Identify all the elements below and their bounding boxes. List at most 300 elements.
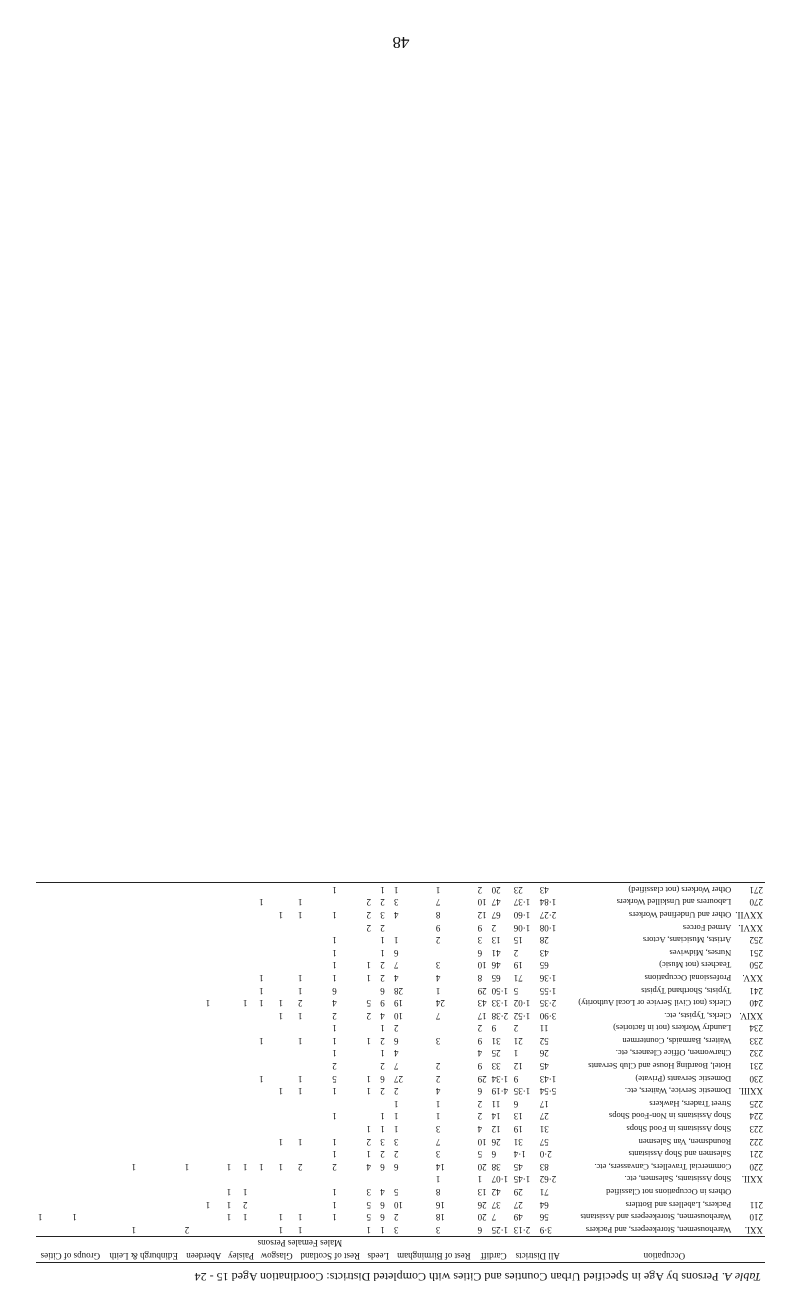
row-value [36,1009,70,1022]
row-value: 1 [435,1098,441,1109]
row-value [130,1211,183,1224]
row-value: 2 [332,1161,337,1172]
row-value: 1 [297,972,303,983]
row-value [183,1034,204,1047]
row-code: 225 [749,1098,763,1109]
row-value [70,946,104,959]
row-value [296,1173,330,1186]
row-value [105,971,130,984]
row-value [277,1122,296,1135]
row-code: XXV. [742,972,763,983]
row-value: 46 [491,960,501,971]
row-value: 2 [366,897,372,908]
row-code: XXIII. [738,1086,763,1097]
row-value [70,921,104,934]
row-value: 13 [477,1187,487,1198]
row-value: 71 [513,972,523,983]
row-value: 20 [477,1161,487,1172]
row-value: 9 [477,922,483,933]
row-value: 13 [513,1111,523,1122]
row-value [257,921,276,934]
row-value: 1·50 [491,985,509,996]
row-value [36,959,70,972]
row-value [257,1110,276,1123]
row-value: 1 [332,1048,337,1059]
row-value [130,984,183,997]
row-value: 1 [226,1187,232,1198]
row-value [130,1097,183,1110]
row-value [296,1122,330,1135]
row-value [225,1060,241,1073]
row-value [36,1223,70,1236]
row-value: 6 [394,1161,399,1172]
row-value [225,1022,241,1035]
row-value [277,971,296,984]
row-value: 9 [435,922,441,933]
row-value [277,883,296,896]
table-header [36,1236,765,1262]
row-value [183,1211,204,1224]
row-value: 5 [477,1149,483,1160]
row-value [204,1135,225,1148]
row-value: 9 [491,1023,497,1034]
row-value: 1 [332,1111,337,1122]
row-value: 29 [477,985,487,996]
row-value [296,1060,330,1073]
row-value [183,1009,204,1022]
row-occupation: Shop Assistants in Food Shops [626,1124,732,1135]
row-value [183,1060,204,1073]
row-value: 2 [380,1149,385,1160]
row-occupation: Waiters, Barmaids, Countermen [622,1035,732,1046]
row-value [130,896,183,909]
row-value [277,1185,296,1198]
row-value: 1 [380,947,385,958]
table-row [36,1211,765,1224]
row-value: 2 [394,1149,399,1160]
row-value [241,1097,257,1110]
header-group-5: Rest of Scotland [296,1249,365,1262]
row-value [296,1148,330,1161]
row-value [365,1047,379,1060]
row-value: 1 [366,1073,372,1084]
row-value [257,1122,276,1135]
row-value: 28 [394,985,404,996]
row-value: 1 [259,985,264,996]
row-occupation: Teachers (not Music) [659,960,732,971]
row-value: 57 [539,1136,549,1147]
row-value [277,946,296,959]
row-value: 27 [539,1111,549,1122]
row-code: 211 [749,1199,763,1210]
row-value [130,921,183,934]
row-value: 33 [491,1061,501,1072]
row-value [36,1060,70,1073]
row-value [105,1185,130,1198]
row-value [70,1135,104,1148]
table-row [36,1022,765,1035]
row-value: 45 [513,1161,523,1172]
row-value: 64 [539,1199,549,1210]
row-value: 4 [380,1010,385,1021]
row-value: 2 [491,922,497,933]
row-value [204,896,225,909]
row-value [225,1223,241,1236]
row-value [204,1211,225,1224]
row-value: 9 [513,1073,519,1084]
table-caption [36,1269,761,1284]
row-value: 9 [477,1035,483,1046]
row-value [225,1034,241,1047]
row-value [204,1097,225,1110]
row-value: 83 [539,1161,549,1172]
row-value: 1 [394,1111,399,1122]
row-value [105,1047,130,1060]
row-value [70,971,104,984]
row-value [70,883,104,896]
row-value: 1 [131,1224,137,1235]
row-value [257,908,276,921]
table-row [36,1135,765,1148]
row-value [105,1085,130,1098]
row-value [130,997,183,1010]
row-value [105,984,130,997]
row-value [183,908,204,921]
row-value: 1 [332,935,337,946]
row-value [225,1135,241,1148]
row-value [296,883,330,896]
table-row [36,1085,765,1098]
row-value: 15 [513,935,523,946]
row-value: 1 [278,1136,284,1147]
row-code: 210 [749,1212,763,1223]
row-value: 1 [394,1124,399,1135]
row-value [225,946,241,959]
row-value [296,959,330,972]
row-value [378,1097,392,1110]
row-value [277,1072,296,1085]
row-value [257,1097,276,1110]
row-value: 41 [491,947,501,958]
row-value [241,883,257,896]
row-occupation: Packers, Labellers and Bottlers [625,1199,732,1210]
row-value [365,883,379,896]
row-value: 1 [259,1073,264,1084]
row-value [130,1022,183,1035]
table-caption-label: Table A. [721,1270,761,1284]
row-value [130,946,183,959]
row-value: 2·13 [513,1224,531,1235]
row-value: 1 [380,1111,385,1122]
row-value [241,1022,257,1035]
row-value [183,1122,204,1135]
row-value: 1 [380,1048,385,1059]
row-value [70,1047,104,1060]
row-occupation: Clerks (not Civil Service or Local Authority) [578,998,732,1009]
row-value: 1 [297,1212,303,1223]
row-value [277,921,296,934]
row-value [225,1085,241,1098]
row-value [36,896,70,909]
row-value: 2 [380,960,385,971]
row-value [257,1135,276,1148]
row-value: 1 [392,883,434,896]
row-value [130,1173,183,1186]
row-value [434,1022,476,1035]
row-value [105,1034,130,1047]
row-value [70,1160,104,1173]
row-value [257,946,276,959]
row-value [365,1060,379,1073]
row-value: 2·0 [539,1149,552,1160]
row-value [296,1022,330,1035]
row-value: 1 [513,1048,519,1059]
row-value [241,1135,257,1148]
row-value [330,1223,364,1236]
row-value [105,934,130,947]
row-value: 4 [477,1124,483,1135]
row-code: 232 [749,1048,763,1059]
row-value: 1·35 [513,1086,531,1097]
row-value: 1 [477,1174,483,1185]
row-value: 24 [435,998,445,1009]
row-value: 1·60 [513,909,531,920]
row-value [241,896,257,909]
row-value [241,971,257,984]
row-value: 2 [366,1136,372,1147]
row-value: 2 [380,922,385,933]
header-group-2: Cardiff [476,1249,512,1262]
row-value: 27 [394,1073,404,1084]
row-value: 3·90 [539,1010,557,1021]
row-value: 1·25 [491,1224,509,1235]
row-value: 6 [380,1161,385,1172]
row-code: 251 [749,947,763,958]
row-value: 1 [366,1086,372,1097]
row-value: 2·62 [539,1174,557,1185]
row-value [36,1047,70,1060]
row-value: 28 [539,935,549,946]
row-value: 2 [513,947,519,958]
row-occupation: Commercial Travellers, Canvassers, etc. [594,1161,732,1172]
row-value: 19 [513,960,523,971]
row-value [70,1072,104,1085]
row-value [204,1047,225,1060]
row-value [296,1110,330,1123]
row-value [225,883,241,896]
row-value: 1 [380,935,385,946]
row-value [204,908,225,921]
table-caption-text: Persons by Age in Specified Urban Counties and Cities with Completed Districts: Coordination [260,1270,719,1284]
row-value [241,1060,257,1073]
row-value [70,1034,104,1047]
header-group-1: All Districts [512,1249,564,1262]
row-value: 3 [394,1136,399,1147]
header-group-6: Glasgow [257,1249,296,1262]
row-value [183,1173,204,1186]
row-value [277,1060,296,1073]
row-value: 43 [539,947,549,958]
row-value [130,1060,183,1073]
row-value: 1 [242,1161,248,1172]
row-value [36,921,70,934]
row-value: 9 [477,1061,483,1072]
row-value [296,921,330,934]
row-value: 1·34 [491,1073,509,1084]
row-value: 1 [278,1212,284,1223]
row-value: 7 [435,1136,441,1147]
table-row [36,883,765,896]
row-value: 4 [477,1048,483,1059]
row-value: 3 [435,1124,441,1135]
row-occupation: Roundsmen, Van Salesmen [638,1136,732,1147]
row-value [241,959,257,972]
row-value [70,1198,104,1211]
row-value: 31 [491,1035,501,1046]
row-occupation: Salesmen and Shop Assistants [628,1149,732,1160]
row-value [296,1047,330,1060]
row-value [130,971,183,984]
row-value: 10 [477,960,487,971]
row-value: 67 [491,909,501,920]
row-value: 31 [513,1136,523,1147]
table-row [36,1160,765,1173]
row-value: 4 [366,1161,372,1172]
row-value [204,1223,225,1236]
row-value [130,1072,183,1085]
row-value: 8 [435,1187,441,1198]
row-value [183,1047,204,1060]
row-value: 11 [491,1098,501,1109]
row-value [257,1185,276,1198]
row-value [183,971,204,984]
row-value [36,1135,70,1148]
row-value: 1 [205,998,211,1009]
row-value [130,1009,183,1022]
table-row [36,1173,765,1186]
row-value: 43 [538,883,564,896]
row-value [183,959,204,972]
row-value [70,896,104,909]
row-value: 6 [394,947,399,958]
row-value: 1 [184,1161,190,1172]
row-value: 1 [242,1212,248,1223]
row-value: 1 [366,960,372,971]
row-value: 6 [513,1098,519,1109]
row-value [241,1047,257,1060]
row-occupation: Shop Assistants in Non-Food Shops [608,1111,732,1122]
row-value: 3 [435,1035,441,1046]
row-value: 14 [435,1161,445,1172]
row-value: 10 [394,1010,404,1021]
row-value: 1 [435,1174,441,1185]
row-value [277,1022,296,1035]
row-value: 6 [491,1149,497,1160]
row-value [130,1085,183,1098]
row-value: 1 [278,1086,284,1097]
row-value: 1·06 [513,922,531,933]
row-value [225,896,241,909]
row-value: 5 [366,998,372,1009]
row-value [130,959,183,972]
row-value: 12 [491,1124,501,1135]
row-value [105,1009,130,1022]
row-value [70,959,104,972]
row-value [296,1198,330,1211]
row-occupation: Domestic Service, Waiters, etc. [624,1086,732,1097]
row-code [733,1185,765,1198]
row-value: 4 [394,1048,399,1059]
row-value [36,971,70,984]
row-value: 2 [184,1224,190,1235]
row-value: 5 [394,1187,399,1198]
row-value: 2 [366,1010,372,1021]
row-value: 2 [380,897,385,908]
row-value: 6 [380,985,385,996]
row-value: 3 [435,960,441,971]
row-value: 2 [394,1212,399,1223]
row-value [392,921,434,934]
row-value: 6 [380,1212,385,1223]
row-value: 65 [539,960,549,971]
row-value [36,1085,70,1098]
row-code: 270 [749,897,763,908]
row-value: 7 [435,897,441,908]
row-code: 224 [749,1111,763,1122]
row-value: 20 [477,1212,487,1223]
row-value: 1 [394,935,399,946]
row-value: 1·84 [539,897,557,908]
row-value [70,1110,104,1123]
row-occupation: Street Traders, Hawkers [649,1098,732,1109]
row-value [204,1060,225,1073]
row-value [105,1173,130,1186]
row-value: 26 [477,1199,487,1210]
row-value: 9 [380,998,385,1009]
row-occupation: Domestic Servants (Private) [635,1073,732,1084]
row-value [36,1122,70,1135]
table-row [36,1198,765,1211]
row-value [257,1009,276,1022]
row-value: 13 [491,935,501,946]
row-value: 1 [297,1224,303,1235]
row-value: 17 [539,1098,549,1109]
row-value: 1 [332,1086,337,1097]
row-value [105,908,130,921]
row-value: 2 [366,922,372,933]
row-value [277,934,296,947]
table-row [36,1223,765,1236]
row-value [257,934,276,947]
row-code: 233 [749,1035,763,1046]
row-value: 2 [394,1086,399,1097]
row-value: 1 [332,947,337,958]
row-value: 6 [477,1086,483,1097]
row-value [130,1148,183,1161]
row-value [225,934,241,947]
row-value: 2 [366,909,372,920]
row-value: 1·02 [513,998,531,1009]
row-value [257,1211,276,1224]
row-value [183,1148,204,1161]
row-value: 10 [477,897,487,908]
row-value [365,1110,379,1123]
row-value [204,1160,225,1173]
row-value [70,1085,104,1098]
row-value: 4 [394,972,399,983]
row-value [70,1097,104,1110]
row-value: 2 [435,935,441,946]
